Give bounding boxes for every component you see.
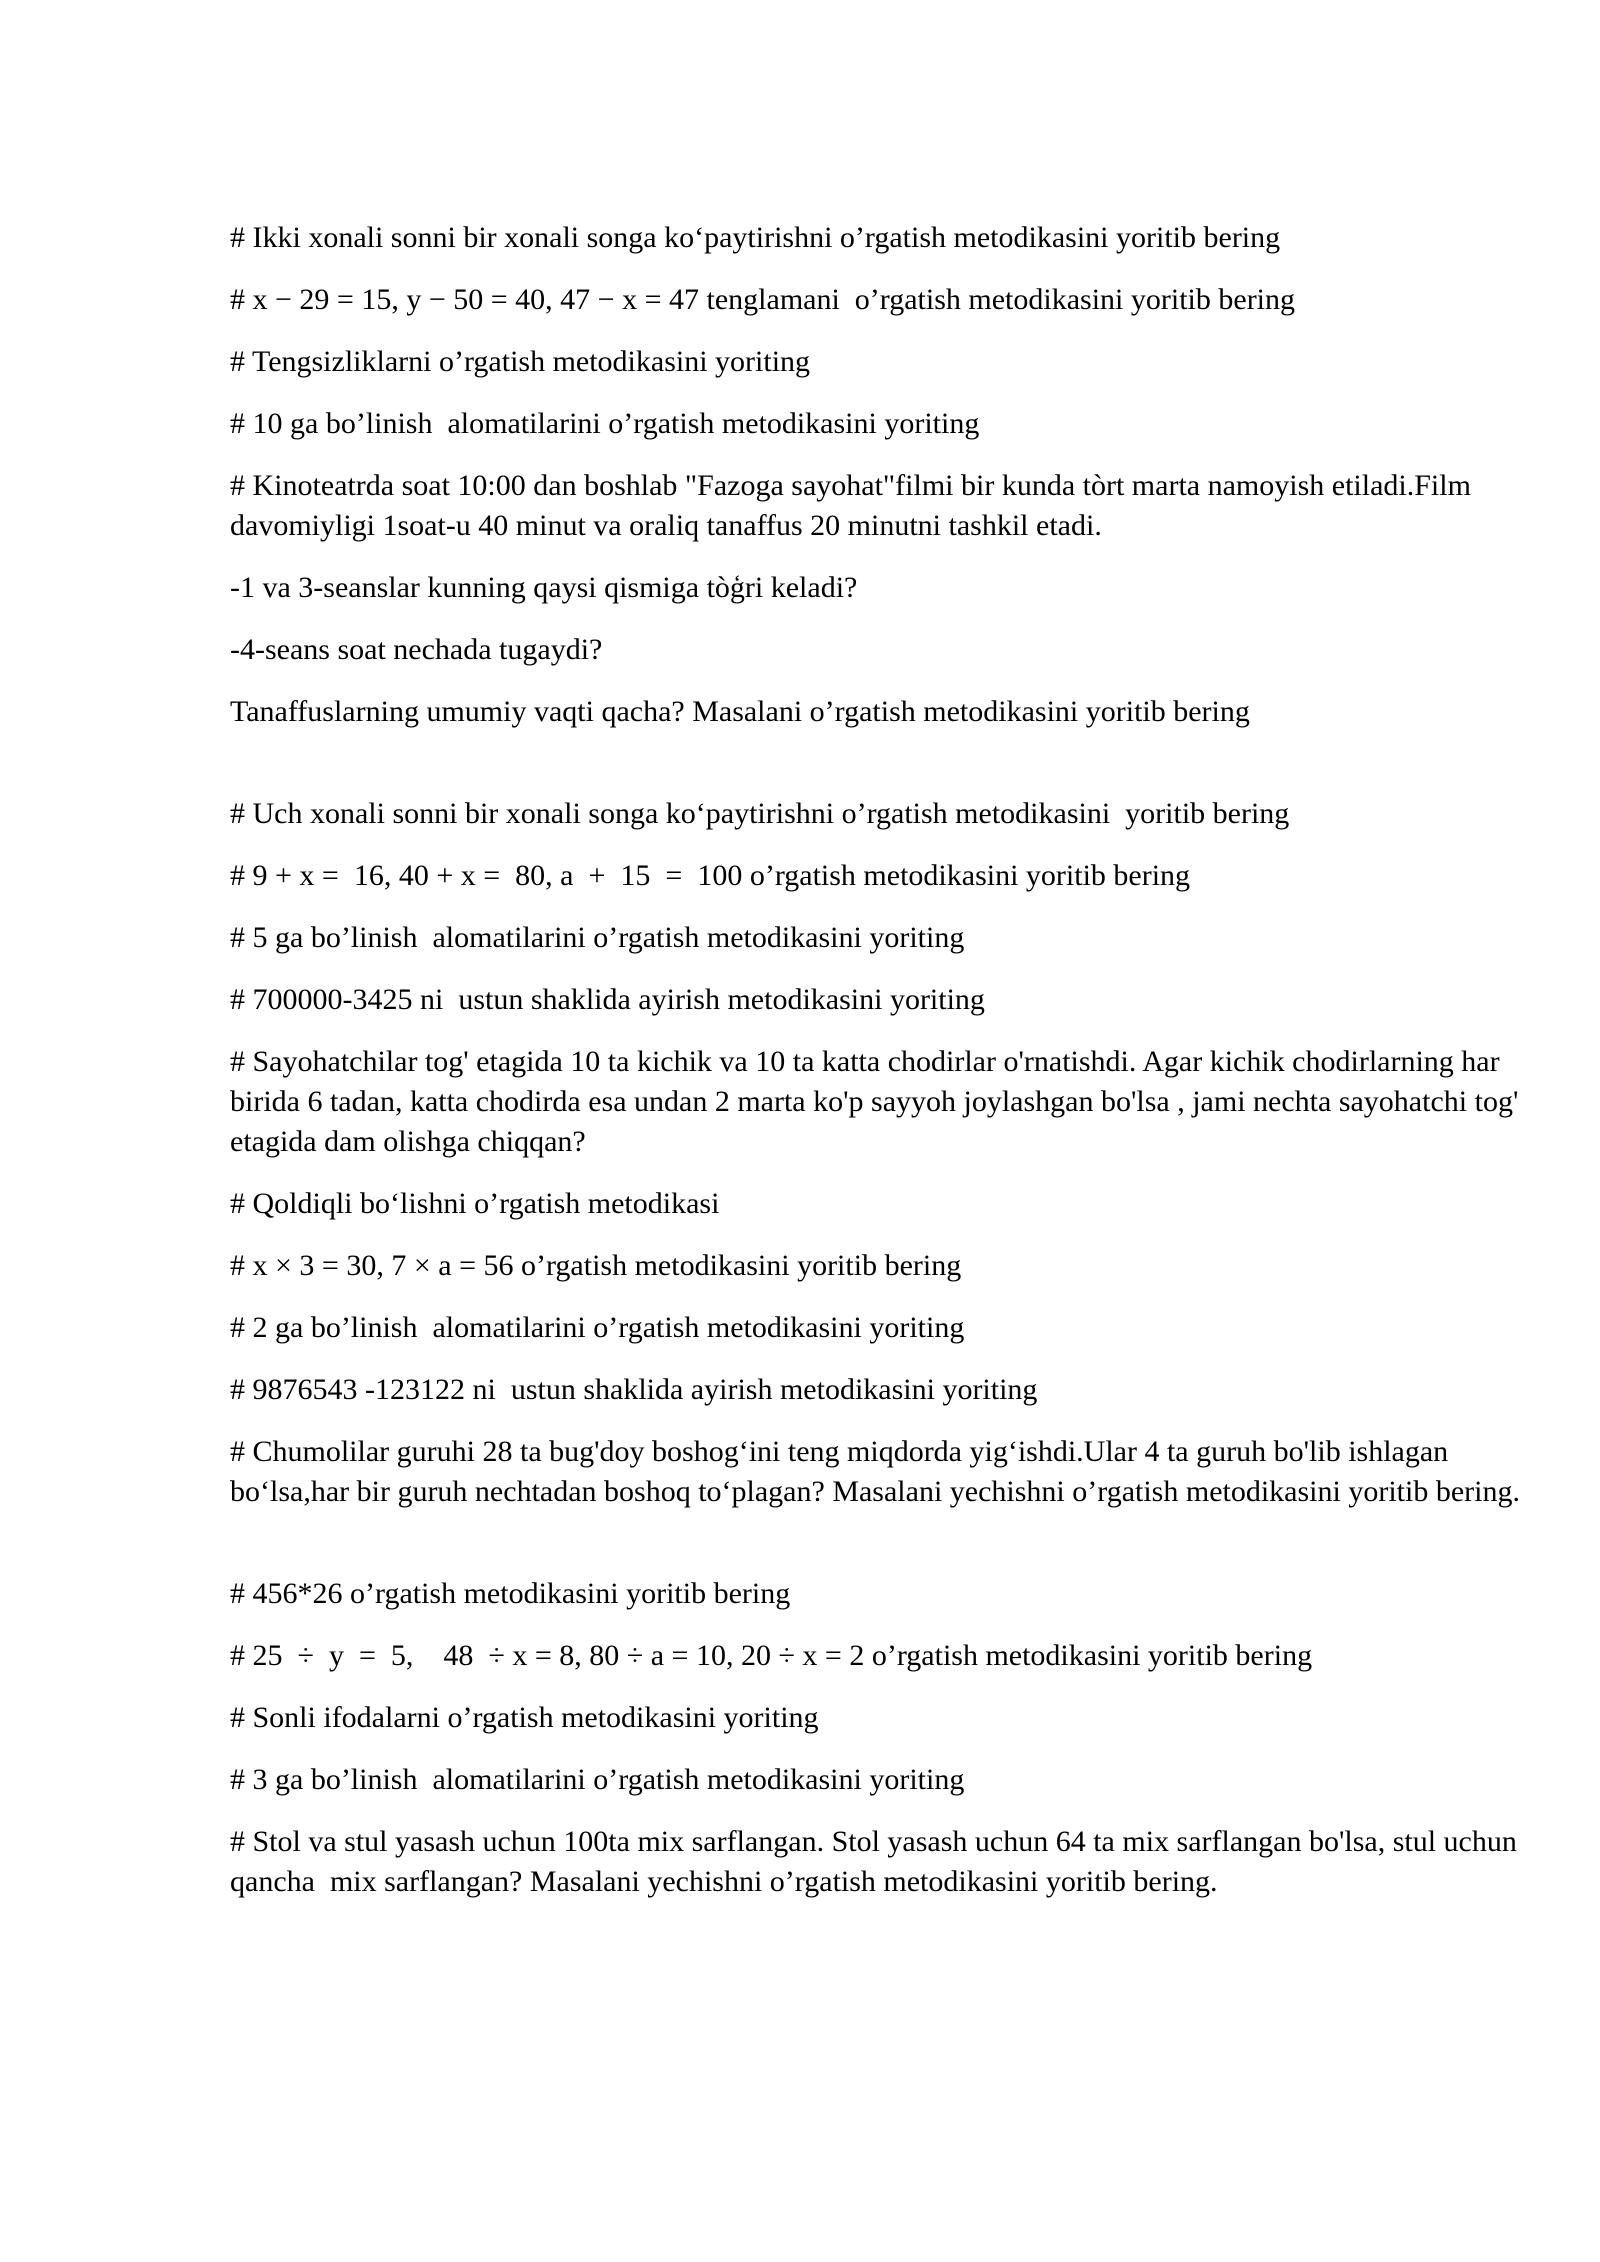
question-text: # 10 ga bo’linish alomatilarini o’rgatish metodikasini yoriting [230,407,980,440]
question-text: # Ikki xonali sonni bir xonali songa ko‘paytirishni o’rgatish metodikasini yoritib bering [230,221,1281,254]
question-text: # 700000-3425 ni ustun shaklida ayirish metodikasini yoriting [230,983,985,1016]
question-text: # Chumolilar guruhi 28 ta bug'doy boshog‘ini teng miqdorda yig‘ishdi.Ular 4 ta guruh bo'lib ishlagan bo‘lsa,har bir guruh nechtadan boshoq to‘plagan? Masalani yechishni o’rgatish metodikasini yoritib bering. [230,1435,1520,1508]
question-text: # Qoldiqli bo‘lishni o’rgatish metodikasi [230,1187,720,1220]
question-text: # 456*26 o’rgatish metodikasini yoritib bering [230,1577,791,1610]
question-text: # Kinoteatrda soat 10:00 dan boshlab "Fazoga sayohat"filmi bir kunda tòrt marta namoyish etiladi.Film davomiyligi 1soat-u 40 minut va oraliq tanaffus 20 minutni tashkil etadi. [230,469,1479,542]
question-text: # Stol va stul yasash uchun 100ta mix sarflangan. Stol yasash uchun 64 ta mix sarflangan bo'lsa, stul uchun qancha mix sarflangan? Masalani yechishni o’rgatish metodikasini yoritib bering. [230,1825,1525,1898]
question-block-3 [230,1574,1530,1902]
question-text: # Tengsizliklarni o’rgatish metodikasini yoriting [230,345,811,378]
question-text: # 3 ga bo’linish alomatilarini o’rgatish metodikasini yoriting [230,1763,965,1796]
question-text: # 9 + x = 16, 40 + x = 80, a + 15 = 100 o’rgatish metodikasini yoritib bering [230,859,1191,892]
question-text: # 9876543 -123122 ni ustun shaklida ayirish metodikasini yoriting [230,1373,1038,1406]
question-text: # Uch xonali sonni bir xonali songa ko‘paytirishni o’rgatish metodikasini yoritib bering [230,797,1290,830]
question-text: # x − 29 = 15, y − 50 = 40, 47 − x = 47 tenglamani o’rgatish metodikasini yoritib bering [230,283,1296,316]
question-text: # 5 ga bo’linish alomatilarini o’rgatish metodikasini yoriting [230,921,965,954]
document-body [230,218,1530,1924]
question-text: # x × 3 = 30, 7 × a = 56 o’rgatish metodikasini yoritib bering [230,1249,962,1282]
question-text: Tanaffuslarning umumiy vaqti qacha? Masalani o’rgatish metodikasini yoritib bering [230,695,1250,728]
question-text: # Sayohatchilar tog' etagida 10 ta kichik va 10 ta katta chodirlar o'rnatishdi. Agar kichik chodirlarning har birida 6 tadan, katta chodirda esa undan 2 marta ko'p sayyoh joylashgan bo'lsa , jami nechta sayohatchi tog' etagida dam olishga chiqqan? [230,1045,1526,1158]
question-text: # 2 ga bo’linish alomatilarini o’rgatish metodikasini yoriting [230,1311,965,1344]
question-text: -1 va 3-seanslar kunning qaysi qismiga tòģri keladi? [230,571,858,604]
question-text: -4-seans soat nechada tugaydi? [230,633,603,666]
question-text: # 25 ÷ y = 5, 48 ÷ x = 8, 80 ÷ a = 10, 20 ÷ x = 2 o’rgatish metodikasini yoritib bering [230,1639,1313,1672]
question-block-1 [230,218,1530,732]
question-text: # Sonli ifodalarni o’rgatish metodikasini yoriting [230,1701,819,1734]
question-block-2 [230,794,1530,1512]
